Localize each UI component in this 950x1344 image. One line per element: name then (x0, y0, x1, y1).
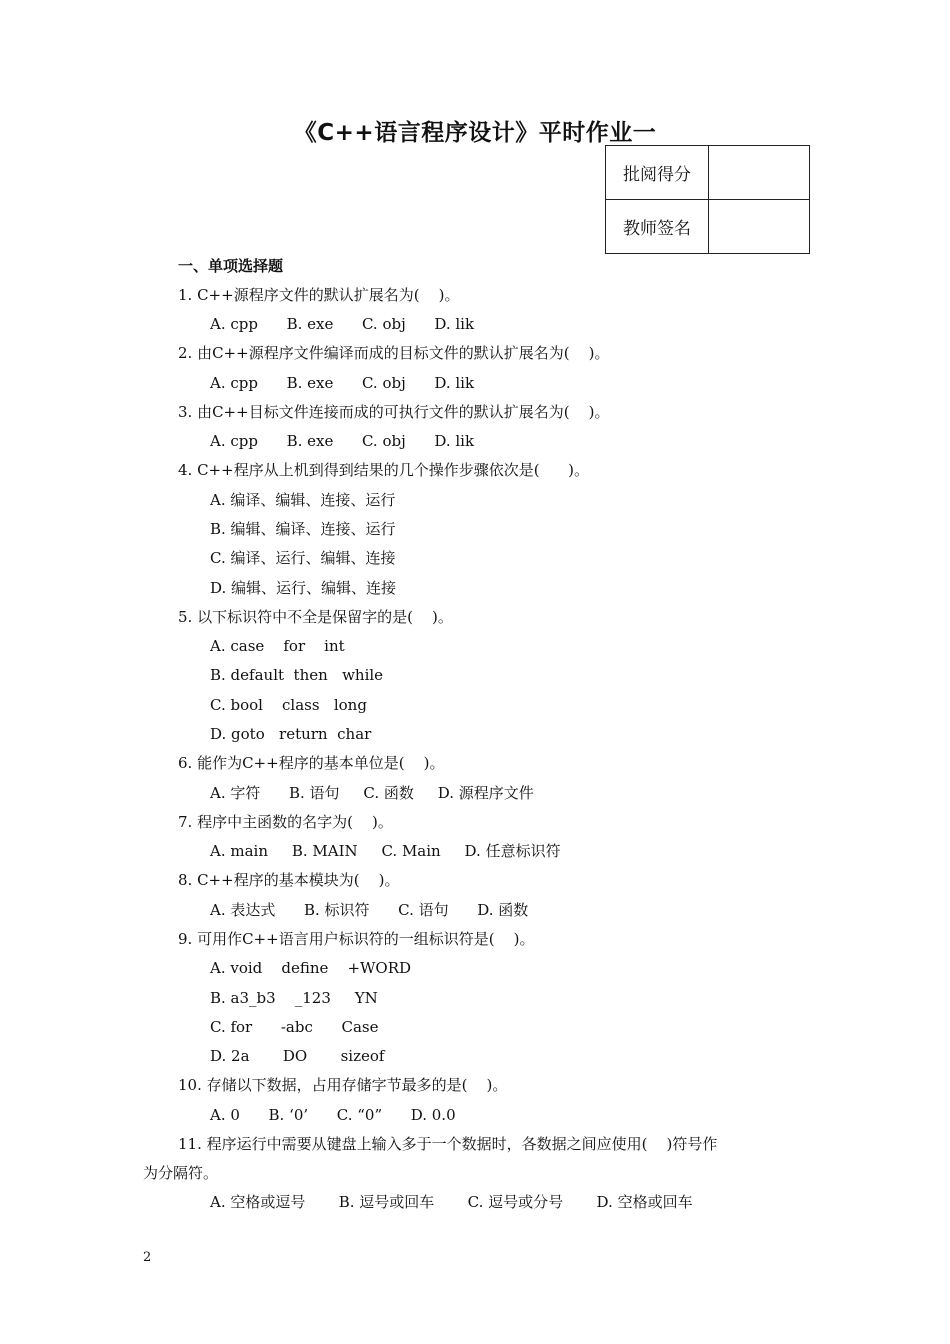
question-3-options: A. cpp B. exe C. obj D. lik (210, 432, 475, 450)
question-4-option-d: D. 编辑、运行、编辑、连接 (210, 579, 397, 597)
question-1-stem: 1. C++源程序文件的默认扩展名为( )。 (178, 286, 460, 304)
signature-label: 教师签名 (606, 200, 709, 254)
question-2-stem: 2. 由C++源程序文件编译而成的目标文件的默认扩展名为( )。 (178, 344, 610, 362)
signature-cell (709, 200, 810, 254)
question-9-option-a: A. void define +WORD (210, 959, 412, 977)
question-11-options: A. 空格或逗号 B. 逗号或回车 C. 逗号或分号 D. 空格或回车 (210, 1193, 693, 1211)
question-6-options: A. 字符 B. 语句 C. 函数 D. 源程序文件 (210, 784, 534, 802)
question-8-stem: 8. C++程序的基本模块为( )。 (178, 871, 400, 889)
question-5-option-b: B. default then while (210, 666, 384, 684)
question-5-option-d: D. goto return char (210, 725, 372, 743)
question-4-option-a: A. 编译、编辑、连接、运行 (210, 491, 396, 509)
page-number: 2 (143, 1250, 152, 1265)
question-5-option-c: C. bool class long (210, 696, 367, 714)
question-9-option-d: D. 2a DO sizeof (210, 1047, 385, 1065)
question-2-options: A. cpp B. exe C. obj D. lik (210, 374, 475, 392)
question-8-options: A. 表达式 B. 标识符 C. 语句 D. 函数 (210, 901, 529, 919)
question-11-stem-continued: 为分隔符。 (143, 1164, 219, 1182)
question-4-option-c: C. 编译、运行、编辑、连接 (210, 549, 396, 567)
question-4-option-b: B. 编辑、编译、连接、运行 (210, 520, 396, 538)
question-3-stem: 3. 由C++目标文件连接而成的可执行文件的默认扩展名为( )。 (178, 403, 610, 421)
question-11-stem: 11. 程序运行中需要从键盘上输入多于一个数据时，各数据之间应使用( )符号作 (178, 1135, 718, 1153)
question-1-options: A. cpp B. exe C. obj D. lik (210, 315, 475, 333)
question-9-option-b: B. a3_b3 _123 YN (210, 989, 378, 1007)
question-10-options: A. 0 B. ‘0’ C. “0” D. 0.0 (210, 1106, 456, 1124)
question-9-option-c: C. for -abc Case (210, 1018, 379, 1036)
question-10-stem: 10. 存储以下数据，占用存储字节最多的是( )。 (178, 1076, 508, 1094)
grade-box (605, 145, 810, 254)
page-title: 《C++语言程序设计》平时作业一 (293, 120, 657, 146)
question-6-stem: 6. 能作为C++程序的基本单位是( )。 (178, 754, 445, 772)
question-4-stem: 4. C++程序从上机到得到结果的几个操作步骤依次是( )。 (178, 461, 590, 479)
question-7-options: A. main B. MAIN C. Main D. 任意标识符 (210, 842, 561, 860)
question-7-stem: 7. 程序中主函数的名字为( )。 (178, 813, 393, 831)
question-5-stem: 5. 以下标识符中不全是保留字的是( )。 (178, 608, 453, 626)
score-label: 批阅得分 (606, 146, 709, 200)
question-9-stem: 9. 可用作C++语言用户标识符的一组标识符是( )。 (178, 930, 535, 948)
question-5-option-a: A. case for int (210, 637, 345, 655)
section-title: 一、单项选择题 (178, 257, 284, 275)
score-cell (709, 146, 810, 200)
